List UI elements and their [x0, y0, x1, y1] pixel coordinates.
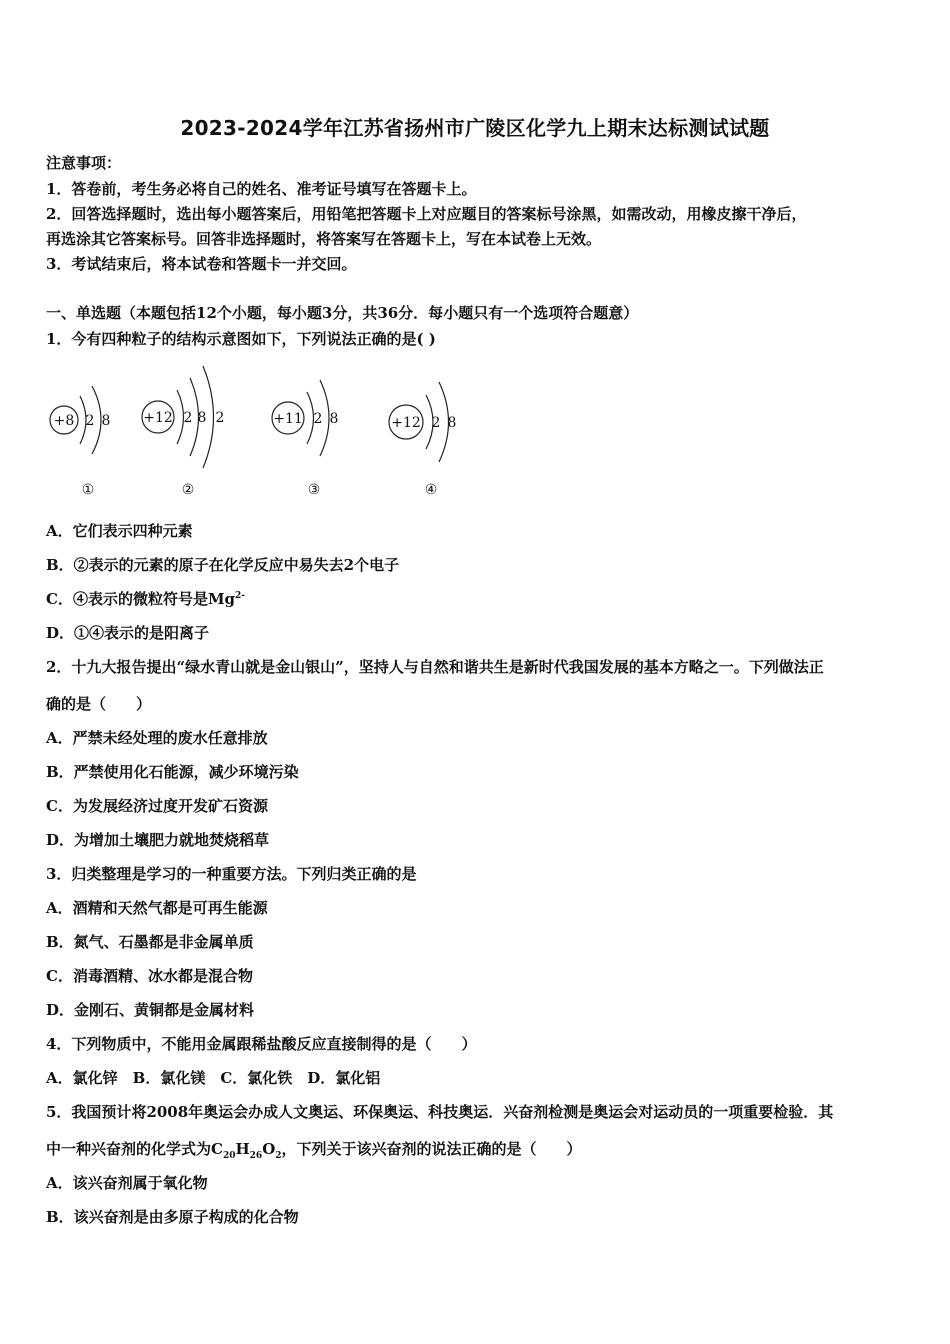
q2-option-a: A．严禁未经处理的废水任意排放	[46, 729, 268, 747]
q1-option-c	[46, 588, 245, 609]
q3-option-b: B．氮气、石墨都是非金属单质	[46, 933, 254, 951]
shell-count: 2	[313, 411, 323, 427]
question-2-stem: 2．十九大报告提出“绿水青山就是金山银山”，坚持人与自然和谐共生是新时代我国发展的基本方略之一。下列做法正	[46, 658, 824, 676]
shell-arc	[307, 392, 314, 444]
formula-subscript: 20	[222, 1151, 236, 1161]
q4-options: A．氯化锌 B．氯化镁 C．氯化铁 D．氯化铝	[46, 1069, 381, 1087]
shell-count: 8	[447, 415, 457, 431]
shell-count: 2	[431, 415, 441, 431]
q5-stem-text: 中一种兴奋剂的化学式为C	[46, 1140, 223, 1158]
shell-count: 2	[215, 410, 225, 426]
nucleus-charge: +8	[53, 413, 75, 429]
q5-option-a: A．该兴奋剂属于氧化物	[46, 1174, 208, 1192]
q5-option-b: B．该兴奋剂是由多原子构成的化合物	[46, 1208, 299, 1226]
q1-option-b: B．②表示的元素的原子在化学反应中易失去2个电子	[46, 556, 400, 574]
formula-element: O	[262, 1140, 276, 1158]
q3-option-c: C．消毒酒精、冰水都是混合物	[46, 967, 253, 985]
note-item: 3．考试结束后，将本试卷和答题卡一并交回。	[46, 255, 357, 273]
q1-option-a: A．它们表示四种元素	[46, 522, 193, 540]
nucleus-charge: +12	[391, 415, 421, 431]
shell-count: 2	[183, 410, 193, 426]
q5-stem-text: ，下列关于该兴奋剂的说法正确的是（ ）	[281, 1140, 582, 1158]
q2-option-d: D．为增加土壤肥力就地焚烧稻草	[46, 831, 270, 849]
q2-option-b: B．严禁使用化石能源，减少环境污染	[46, 763, 299, 781]
section-heading: 一、单选题（本题包括12个小题，每小题3分，共36分．每小题只有一个选项符合题意）	[46, 304, 639, 322]
particle-label: ①	[81, 482, 95, 498]
particle-label: ②	[181, 482, 195, 498]
shell-count: 8	[329, 411, 339, 427]
question-5-stem-cont	[46, 1138, 582, 1161]
shell-count: 8	[101, 413, 111, 429]
nucleus-charge: +11	[273, 411, 303, 427]
particle-structure-diagram	[40, 362, 480, 502]
q3-option-a: A．酒精和天然气都是可再生能源	[46, 899, 268, 917]
particle-label: ④	[424, 482, 438, 498]
question-1-stem: 1．今有四种粒子的结构示意图如下，下列说法正确的是( )	[46, 330, 436, 348]
formula-element: H	[235, 1140, 250, 1158]
shell-arc	[177, 390, 184, 444]
formula-subscript: 2	[275, 1151, 282, 1161]
question-3-stem: 3．归类整理是学习的一种重要方法。下列归类正确的是	[46, 865, 417, 883]
note-item: 1．答卷前，考生务必将自己的姓名、准考证号填写在答题卡上。	[46, 180, 477, 198]
q2-option-c: C．为发展经济过度开发矿石资源	[46, 797, 268, 815]
particle-label: ③	[307, 482, 321, 498]
page-title: 2023-2024学年江苏省扬州市广陵区化学九上期末达标测试试题	[180, 116, 770, 140]
note-item: 再选涂其它答案标号。回答非选择题时，将答案写在答题卡上，写在本试卷上无效。	[46, 230, 602, 248]
formula-subscript: 26	[249, 1151, 263, 1161]
nucleus-charge: +12	[143, 410, 173, 426]
q1-option-c-text: C．④表示的微粒符号是Mg	[46, 590, 236, 608]
q3-option-d: D．金刚石、黄铜都是金属材料	[46, 1001, 255, 1019]
q1-option-c-charge: 2-	[235, 591, 246, 601]
question-4-stem: 4．下列物质中，不能用金属跟稀盐酸反应直接制得的是（ ）	[46, 1035, 477, 1053]
question-2-stem-cont: 确的是（ ）	[46, 695, 152, 713]
notes-heading: 注意事项：	[46, 154, 122, 172]
note-item: 2．回答选择题时，选出每小题答案后，用铅笔把答题卡上对应题目的答案标号涂黑，如需改动，用橡皮擦干净后，	[46, 205, 807, 223]
shell-count: 8	[197, 410, 207, 426]
q1-option-d: D．①④表示的是阳离子	[46, 624, 210, 642]
question-5-stem: 5．我国预计将2008年奥运会办成人文奥运、环保奥运、科技奥运．兴奋剂检测是奥运会对运动员的一项重要检验．其	[46, 1103, 834, 1121]
shell-count: 2	[85, 413, 95, 429]
